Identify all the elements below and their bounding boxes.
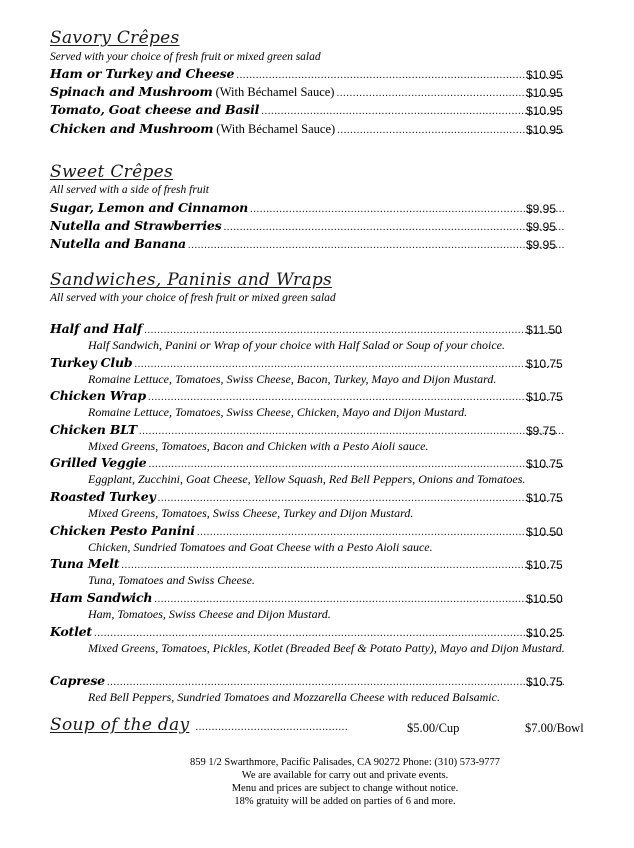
menu-item — [50, 121, 566, 138]
item-price: $10.95 — [526, 86, 563, 100]
footer-address: 859 1/2 Swarthmore, Pacific Palisades, CA 90272 Phone: (310) 573-9777 — [189, 757, 500, 768]
item-note: (With Béchamel Sauce) — [215, 85, 335, 99]
item-price: $10.75 — [526, 491, 563, 505]
menu-item — [50, 321, 566, 338]
dot-leader — [94, 627, 564, 639]
menu-item — [50, 102, 566, 119]
item-price: $9.95 — [526, 220, 557, 234]
dot-leader — [197, 526, 564, 538]
item-note: (With Béchamel Sauce) — [216, 122, 336, 136]
menu-item — [50, 355, 566, 372]
menu-item — [50, 624, 566, 641]
item-name: Sugar, Lemon and Cinnamon — [50, 200, 248, 215]
item-name: Kotlet — [50, 624, 92, 639]
item-name: Nutella and Strawberries — [50, 218, 222, 233]
item-price: $10.25 — [526, 626, 563, 640]
item-price: $10.95 — [526, 68, 563, 82]
menu-item — [50, 673, 566, 690]
soup-cup-price: $5.00/Cup — [407, 721, 460, 735]
item-price: $10.75 — [526, 558, 563, 572]
item-price: $10.50 — [526, 592, 563, 606]
item-name: Turkey Club — [50, 355, 133, 370]
dot-leader — [250, 203, 564, 215]
item-description: Mixed Greens, Tomatoes, Swiss Cheese, Turkey and Dijon Mustard. — [88, 506, 414, 520]
dot-leader — [261, 105, 564, 117]
item-description: Ham, Tomatoes, Swiss Cheese and Dijon Mustard. — [88, 607, 331, 621]
item-name: Tuna Melt — [50, 556, 120, 571]
menu-item — [50, 590, 566, 607]
dot-leader — [236, 69, 564, 81]
menu-item — [50, 556, 566, 573]
item-name: Tomato, Goat cheese and Basil — [50, 102, 260, 117]
item-name: Spinach and Mushroom — [50, 84, 213, 99]
item-name: Half and Half — [50, 321, 143, 336]
menu-item — [50, 84, 566, 101]
item-price: $9.95 — [526, 202, 557, 216]
item-description: Red Bell Peppers, Sundried Tomatoes and Mozzarella Cheese with reduced Balsamic. — [88, 690, 500, 704]
dot-leader — [134, 358, 564, 370]
item-name: Chicken Wrap — [50, 388, 146, 403]
soup-heading: Soup of the day — [50, 715, 190, 735]
item-description: Mixed Greens, Tomatoes, Pickles, Kotlet (Breaded Beef & Potato Patty), Mayo and Dijon Mustard. — [88, 641, 565, 655]
sandwiches-subtitle: All served with your choice of fresh fruit or mixed green salad — [50, 292, 336, 304]
dot-leader — [139, 425, 564, 437]
dot-leader — [158, 492, 564, 504]
dot-leader — [148, 391, 564, 403]
menu-item — [50, 455, 566, 472]
item-name: Chicken and Mushroom — [50, 121, 214, 136]
item-price: $10.75 — [526, 390, 563, 404]
dot-leader — [107, 676, 564, 688]
item-description: Half Sandwich, Panini or Wrap of your choice with Half Salad or Soup of your choice. — [88, 338, 505, 352]
menu-item — [50, 66, 566, 83]
item-price: $9.95 — [526, 238, 557, 252]
item-name: Grilled Veggie — [50, 455, 147, 470]
item-price: $10.75 — [526, 675, 563, 689]
item-price: $10.95 — [526, 104, 563, 118]
item-name: Ham Sandwich — [50, 590, 153, 605]
footer-line: 18% gratuity will be added on parties of 6 and more. — [234, 796, 456, 807]
item-name: Chicken BLT — [50, 422, 137, 437]
sweet-crepes-subtitle: All served with a side of fresh fruit — [50, 184, 209, 196]
dot-leader — [224, 221, 564, 233]
item-price: $10.50 — [526, 525, 563, 539]
dot-leader — [144, 324, 564, 336]
item-price: $11.50 — [526, 323, 562, 337]
item-name: Ham or Turkey and Cheese — [50, 66, 235, 81]
item-description: Romaine Lettuce, Tomatoes, Swiss Cheese, Chicken, Mayo and Dijon Mustard. — [88, 405, 468, 419]
soup-bowl-price: $7.00/Bowl — [525, 721, 584, 735]
item-name: Roasted Turkey — [50, 489, 156, 504]
menu-item — [50, 523, 566, 540]
soup-row — [50, 715, 350, 737]
item-name: Caprese — [50, 673, 105, 688]
savory-crepes-heading: Savory Crêpes — [50, 28, 180, 48]
menu-item — [50, 200, 566, 217]
footer-line: We are available for carry out and private events. — [241, 770, 449, 781]
item-description: Chicken, Sundried Tomatoes and Goat Cheese with a Pesto Aioli sauce. — [88, 540, 433, 554]
sandwiches-heading: Sandwiches, Paninis and Wraps — [50, 270, 333, 290]
dot-leader — [188, 239, 564, 251]
dot-leader — [154, 593, 564, 605]
dot-leader — [148, 458, 564, 470]
item-price: $10.75 — [526, 357, 563, 371]
menu-item — [50, 388, 566, 405]
item-description: Mixed Greens, Tomatoes, Bacon and Chicken with a Pesto Aioli sauce. — [88, 439, 429, 453]
dot-leader — [121, 559, 564, 571]
menu-item — [50, 236, 566, 253]
item-price: $9.75 — [526, 424, 557, 438]
savory-crepes-subtitle: Served with your choice of fresh fruit or mixed green salad — [50, 51, 321, 63]
item-name: Chicken Pesto Panini — [50, 523, 195, 538]
item-price: $10.95 — [526, 123, 563, 137]
sweet-crepes-heading: Sweet Crêpes — [50, 162, 174, 182]
dot-leader — [195, 721, 348, 733]
item-name: Nutella and Banana — [50, 236, 186, 251]
menu-item — [50, 489, 566, 506]
item-description: Romaine Lettuce, Tomatoes, Swiss Cheese, Bacon, Turkey, Mayo and Dijon Mustard. — [88, 372, 497, 386]
item-description: Tuna, Tomatoes and Swiss Cheese. — [88, 573, 255, 587]
footer-line: Menu and prices are subject to change without notice. — [231, 783, 459, 794]
menu-item — [50, 218, 566, 235]
menu-item — [50, 422, 566, 439]
item-description: Eggplant, Zucchini, Goat Cheese, Yellow Squash, Red Bell Peppers, Onions and Tomatoes. — [88, 472, 526, 486]
item-price: $10.75 — [526, 457, 563, 471]
